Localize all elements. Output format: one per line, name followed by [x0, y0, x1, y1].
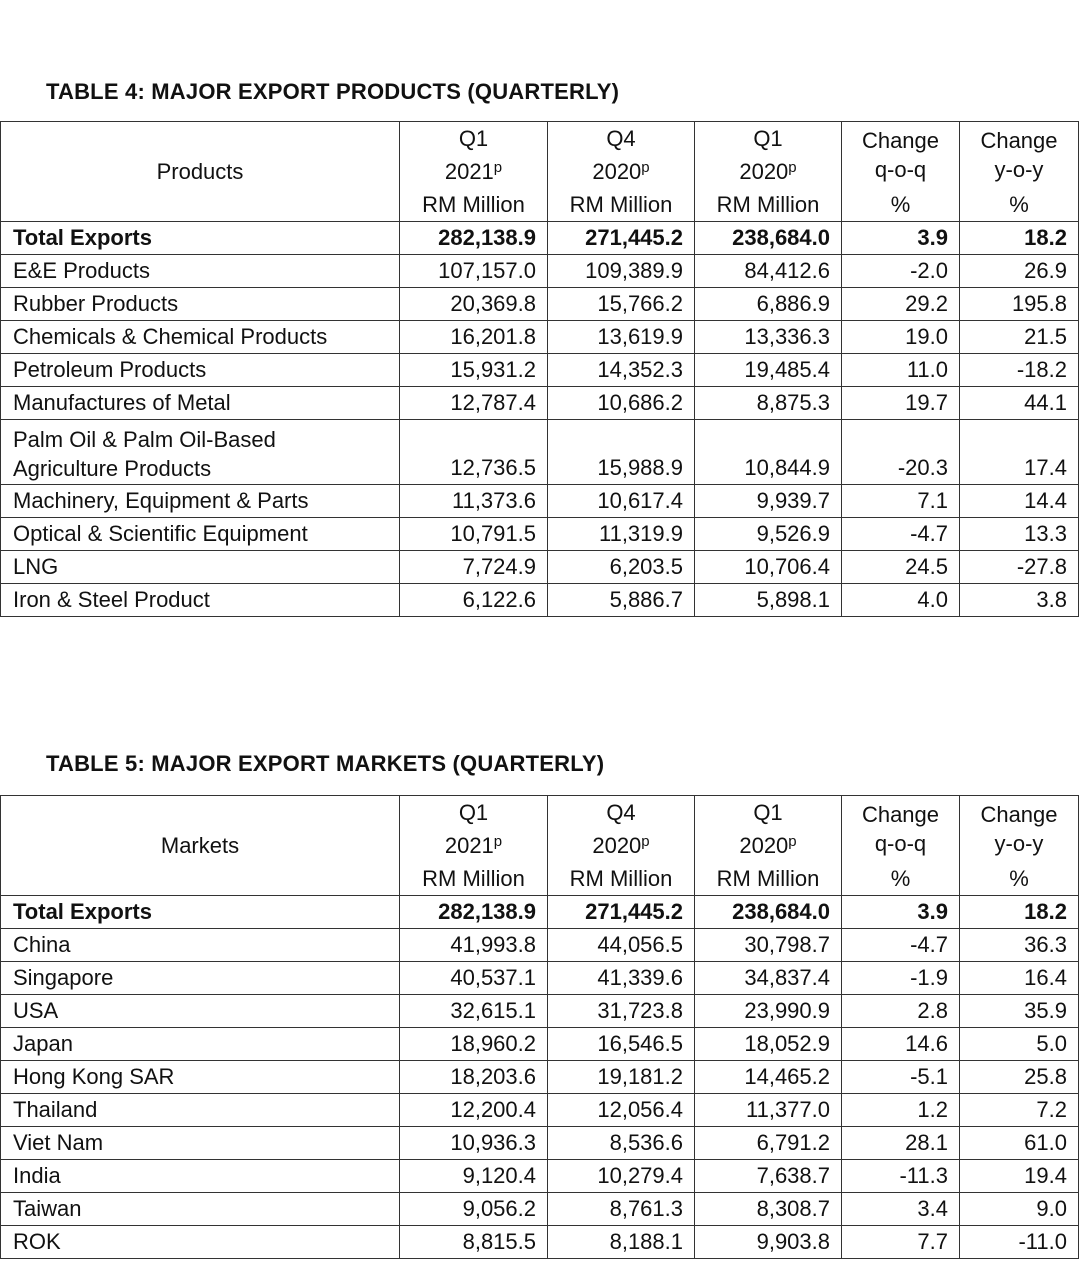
row-label: LNG	[13, 554, 59, 579]
value-cell: 7.2	[960, 1094, 1079, 1127]
table-row	[1, 1127, 1079, 1160]
row-label-cell	[1, 962, 400, 995]
value-cell: 2.8	[842, 995, 960, 1028]
value-cell: 12,787.4	[400, 387, 548, 420]
table-row	[1, 354, 1079, 387]
column-header-line2-wrap	[706, 827, 830, 860]
value-cell: 9,526.9	[695, 518, 842, 551]
row-label: Hong Kong SAR	[13, 1064, 175, 1089]
row-label-cell	[1, 354, 400, 387]
row-label: Total Exports	[13, 899, 152, 924]
value-cell: 14.4	[960, 485, 1079, 518]
value-cell: 18,960.2	[400, 1028, 548, 1061]
row-label-cell	[1, 255, 400, 288]
value-cell: 12,200.4	[400, 1094, 548, 1127]
row-label-cell	[1, 551, 400, 584]
row-label-cell	[1, 1028, 400, 1061]
row-label-cell	[1, 1127, 400, 1160]
column-header	[400, 796, 548, 863]
column-header-line2-wrap	[971, 155, 1067, 184]
column-header-line2: y-o-y	[994, 157, 1044, 182]
value-cell: 36.3	[960, 929, 1079, 962]
column-header	[400, 122, 548, 189]
value-cell: -4.7	[842, 518, 960, 551]
row-label: India	[13, 1163, 61, 1188]
value-cell: 9,903.8	[695, 1226, 842, 1259]
value-cell: 15,766.2	[548, 288, 695, 321]
value-cell: 9.0	[960, 1193, 1079, 1226]
preliminary-marker: p	[493, 159, 503, 176]
value-cell: 35.9	[960, 995, 1079, 1028]
column-header-line1: Q1	[753, 800, 783, 825]
value-cell: 19,181.2	[548, 1061, 695, 1094]
preliminary-marker: p	[788, 159, 797, 176]
preliminary-marker: p	[641, 159, 650, 176]
value-cell: 21.5	[960, 321, 1079, 354]
value-cell: 6,791.2	[695, 1127, 842, 1160]
total-row	[1, 896, 1079, 929]
value-cell: 41,993.8	[400, 929, 548, 962]
column-header	[548, 796, 695, 863]
value-cell: 271,445.2	[548, 896, 695, 929]
column-header-line1: Q1	[458, 126, 489, 151]
value-cell: 107,157.0	[400, 255, 548, 288]
column-header-line2: 2021	[444, 159, 494, 184]
value-cell: -2.0	[842, 255, 960, 288]
row-label: China	[13, 932, 71, 957]
value-cell: 32,615.1	[400, 995, 548, 1028]
row-label: Rubber Products	[13, 291, 179, 316]
value-cell: -4.7	[842, 929, 960, 962]
value-cell: 12,736.5	[400, 420, 548, 485]
table4-title: TABLE 4: MAJOR EXPORT PRODUCTS (QUARTERLY)	[46, 79, 620, 104]
value-cell: 9,120.4	[400, 1160, 548, 1193]
column-header-line2: y-o-y	[994, 831, 1044, 856]
column-header-line2: 2020	[739, 833, 789, 858]
column-unit: %	[842, 862, 960, 896]
table-row	[1, 1061, 1079, 1094]
value-cell: 19.7	[842, 387, 960, 420]
value-cell: 18,203.6	[400, 1061, 548, 1094]
value-cell: 3.9	[842, 896, 960, 929]
column-header-line2: 2020	[739, 159, 789, 184]
column-header-line2-wrap	[559, 827, 683, 860]
table-row	[1, 551, 1079, 584]
value-cell: 8,815.5	[400, 1226, 548, 1259]
value-cell: 3.8	[960, 584, 1079, 617]
column-header-line2: 2020	[592, 833, 642, 858]
export-products-table	[0, 121, 1079, 617]
value-cell: 10,617.4	[548, 485, 695, 518]
value-cell: 44,056.5	[548, 929, 695, 962]
row-label: Iron & Steel Product	[13, 587, 210, 612]
value-cell: 18,052.9	[695, 1028, 842, 1061]
row-label: Chemicals & Chemical Products	[13, 324, 328, 349]
column-unit: RM Million	[695, 862, 842, 896]
value-cell: 12,056.4	[548, 1094, 695, 1127]
table-row	[1, 1193, 1079, 1226]
value-cell: 282,138.9	[400, 896, 548, 929]
column-unit: %	[960, 188, 1079, 222]
value-cell: 10,936.3	[400, 1127, 548, 1160]
row-label-cell	[1, 584, 400, 617]
value-cell: 19.0	[842, 321, 960, 354]
value-cell: 3.9	[842, 222, 960, 255]
column-header-line2-wrap	[411, 827, 536, 860]
value-cell: 10,706.4	[695, 551, 842, 584]
value-cell: -5.1	[842, 1061, 960, 1094]
value-cell: 3.4	[842, 1193, 960, 1226]
row-label: Petroleum Products	[13, 357, 207, 382]
column-header	[960, 122, 1079, 189]
value-cell: 34,837.4	[695, 962, 842, 995]
row-label: Viet Nam	[13, 1130, 104, 1155]
export-markets-table	[0, 795, 1079, 1259]
column-unit: %	[960, 862, 1079, 896]
column-header-line2-wrap	[853, 829, 948, 858]
value-cell: 13,619.9	[548, 321, 695, 354]
column-header-line1: Q4	[606, 126, 636, 151]
value-cell: 6,203.5	[548, 551, 695, 584]
column-header-line1: Q1	[458, 800, 489, 825]
value-cell: 5.0	[960, 1028, 1079, 1061]
column-header-line1: Change	[980, 802, 1058, 827]
column-header-line2-wrap	[706, 153, 830, 186]
value-cell: 18.2	[960, 222, 1079, 255]
row-label: ROK	[13, 1229, 61, 1254]
value-cell: 9,056.2	[400, 1193, 548, 1226]
value-cell: 40,537.1	[400, 962, 548, 995]
value-cell: 8,308.7	[695, 1193, 842, 1226]
value-cell: 282,138.9	[400, 222, 548, 255]
column-header-line1: Change	[861, 128, 940, 153]
value-cell: 16,546.5	[548, 1028, 695, 1061]
value-cell: 16,201.8	[400, 321, 548, 354]
row-label: Taiwan	[13, 1196, 82, 1221]
value-cell: -18.2	[960, 354, 1079, 387]
row-label-cell	[1, 1094, 400, 1127]
row-label-cell	[1, 1193, 400, 1226]
value-cell: 11,373.6	[400, 485, 548, 518]
value-cell: 41,339.6	[548, 962, 695, 995]
row-label-cell	[1, 485, 400, 518]
value-cell: 15,988.9	[548, 420, 695, 485]
value-cell: 1.2	[842, 1094, 960, 1127]
value-cell: 109,389.9	[548, 255, 695, 288]
preliminary-marker: p	[493, 833, 503, 850]
row-label-cell	[1, 1160, 400, 1193]
column-unit: RM Million	[548, 188, 695, 222]
value-cell: 5,886.7	[548, 584, 695, 617]
row-label: Machinery, Equipment & Parts	[13, 488, 309, 513]
value-cell: 84,412.6	[695, 255, 842, 288]
value-cell: 19,485.4	[695, 354, 842, 387]
value-cell: 31,723.8	[548, 995, 695, 1028]
value-cell: -20.3	[842, 420, 960, 485]
preliminary-marker: p	[788, 833, 797, 850]
column-unit: %	[842, 188, 960, 222]
value-cell: 8,875.3	[695, 387, 842, 420]
row-label: Thailand	[13, 1097, 98, 1122]
value-cell: 10,686.2	[548, 387, 695, 420]
row-label-cell	[1, 288, 400, 321]
column-header-line1: Q1	[753, 126, 783, 151]
row-label: Manufactures of Metal	[13, 390, 231, 415]
value-cell: 20,369.8	[400, 288, 548, 321]
value-cell: 14,352.3	[548, 354, 695, 387]
value-cell: 11,319.9	[548, 518, 695, 551]
column-header-line1: Change	[861, 802, 940, 827]
value-cell: 10,791.5	[400, 518, 548, 551]
value-cell: 8,761.3	[548, 1193, 695, 1226]
row-label-cell	[1, 1061, 400, 1094]
value-cell: 17.4	[960, 420, 1079, 485]
value-cell: 271,445.2	[548, 222, 695, 255]
value-cell: 8,188.1	[548, 1226, 695, 1259]
label-header-text: Markets	[160, 833, 240, 858]
value-cell: 24.5	[842, 551, 960, 584]
row-label-line2: Agriculture Products	[13, 456, 212, 481]
row-label-cell	[1, 995, 400, 1028]
value-cell: 9,939.7	[695, 485, 842, 518]
column-header-line2: q-o-q	[874, 831, 927, 856]
column-header-line1: Change	[980, 128, 1058, 153]
value-cell: 15,931.2	[400, 354, 548, 387]
column-header	[842, 122, 960, 189]
value-cell: 11.0	[842, 354, 960, 387]
row-label-cell	[1, 420, 400, 485]
column-header	[960, 796, 1079, 863]
preliminary-marker: p	[641, 833, 650, 850]
row-label: Singapore	[13, 965, 114, 990]
column-header-line2-wrap	[853, 155, 948, 184]
column-header	[695, 122, 842, 189]
value-cell: 4.0	[842, 584, 960, 617]
row-label-cell	[1, 518, 400, 551]
row-label: Optical & Scientific Equipment	[13, 521, 308, 546]
label-column-header	[1, 796, 400, 896]
column-header	[842, 796, 960, 863]
value-cell: 14.6	[842, 1028, 960, 1061]
table-row	[1, 485, 1079, 518]
value-cell: 238,684.0	[695, 896, 842, 929]
row-label: E&E Products	[13, 258, 150, 283]
row-label-cell	[1, 1226, 400, 1259]
label-header-text: Products	[156, 159, 244, 184]
value-cell: 7.1	[842, 485, 960, 518]
table-row	[1, 1160, 1079, 1193]
table-row	[1, 387, 1079, 420]
table5-title: TABLE 5: MAJOR EXPORT MARKETS (QUARTERLY)	[46, 751, 605, 776]
value-cell: 28.1	[842, 1127, 960, 1160]
label-column-header	[1, 122, 400, 222]
value-cell: 10,844.9	[695, 420, 842, 485]
value-cell: 14,465.2	[695, 1061, 842, 1094]
column-unit: RM Million	[400, 862, 548, 896]
row-label-cell	[1, 929, 400, 962]
table-row	[1, 518, 1079, 551]
table-row	[1, 584, 1079, 617]
header-row	[1, 796, 1079, 863]
column-unit: RM Million	[400, 188, 548, 222]
value-cell: -1.9	[842, 962, 960, 995]
total-row	[1, 222, 1079, 255]
column-header	[695, 796, 842, 863]
value-cell: 195.8	[960, 288, 1079, 321]
value-cell: 29.2	[842, 288, 960, 321]
table-row	[1, 929, 1079, 962]
value-cell: 5,898.1	[695, 584, 842, 617]
value-cell: 16.4	[960, 962, 1079, 995]
value-cell: 238,684.0	[695, 222, 842, 255]
table-row	[1, 1028, 1079, 1061]
value-cell: 25.8	[960, 1061, 1079, 1094]
value-cell: -27.8	[960, 551, 1079, 584]
row-label-cell	[1, 896, 400, 929]
value-cell: -11.0	[960, 1226, 1079, 1259]
row-label-cell	[1, 321, 400, 354]
column-header-line2-wrap	[411, 153, 536, 186]
value-cell: 13,336.3	[695, 321, 842, 354]
column-unit: RM Million	[548, 862, 695, 896]
table-row	[1, 255, 1079, 288]
table-row	[1, 1094, 1079, 1127]
column-header-line2-wrap	[559, 153, 683, 186]
value-cell: 7,638.7	[695, 1160, 842, 1193]
value-cell: 13.3	[960, 518, 1079, 551]
table-row	[1, 962, 1079, 995]
value-cell: -11.3	[842, 1160, 960, 1193]
header-row	[1, 122, 1079, 189]
value-cell: 30,798.7	[695, 929, 842, 962]
value-cell: 26.9	[960, 255, 1079, 288]
value-cell: 11,377.0	[695, 1094, 842, 1127]
value-cell: 23,990.9	[695, 995, 842, 1028]
value-cell: 8,536.6	[548, 1127, 695, 1160]
column-header-line2: 2021	[444, 833, 494, 858]
table-row	[1, 321, 1079, 354]
table-row	[1, 288, 1079, 321]
table-row	[1, 1226, 1079, 1259]
value-cell: 18.2	[960, 896, 1079, 929]
value-cell: 44.1	[960, 387, 1079, 420]
value-cell: 61.0	[960, 1127, 1079, 1160]
row-label: Japan	[13, 1031, 73, 1056]
column-header-line1: Q4	[606, 800, 636, 825]
value-cell: 6,886.9	[695, 288, 842, 321]
value-cell: 7.7	[842, 1226, 960, 1259]
row-label: Palm Oil & Palm Oil-Based	[13, 427, 276, 452]
row-label-cell	[1, 222, 400, 255]
row-label-cell	[1, 387, 400, 420]
row-label: Total Exports	[13, 225, 152, 250]
value-cell: 6,122.6	[400, 584, 548, 617]
value-cell: 10,279.4	[548, 1160, 695, 1193]
column-header-line2-wrap	[971, 829, 1067, 858]
row-label: USA	[13, 998, 59, 1023]
column-header-line2: 2020	[592, 159, 642, 184]
column-unit: RM Million	[695, 188, 842, 222]
column-header	[548, 122, 695, 189]
table-row	[1, 420, 1079, 485]
column-header-line2: q-o-q	[874, 157, 927, 182]
value-cell: 19.4	[960, 1160, 1079, 1193]
table-row	[1, 995, 1079, 1028]
value-cell: 7,724.9	[400, 551, 548, 584]
